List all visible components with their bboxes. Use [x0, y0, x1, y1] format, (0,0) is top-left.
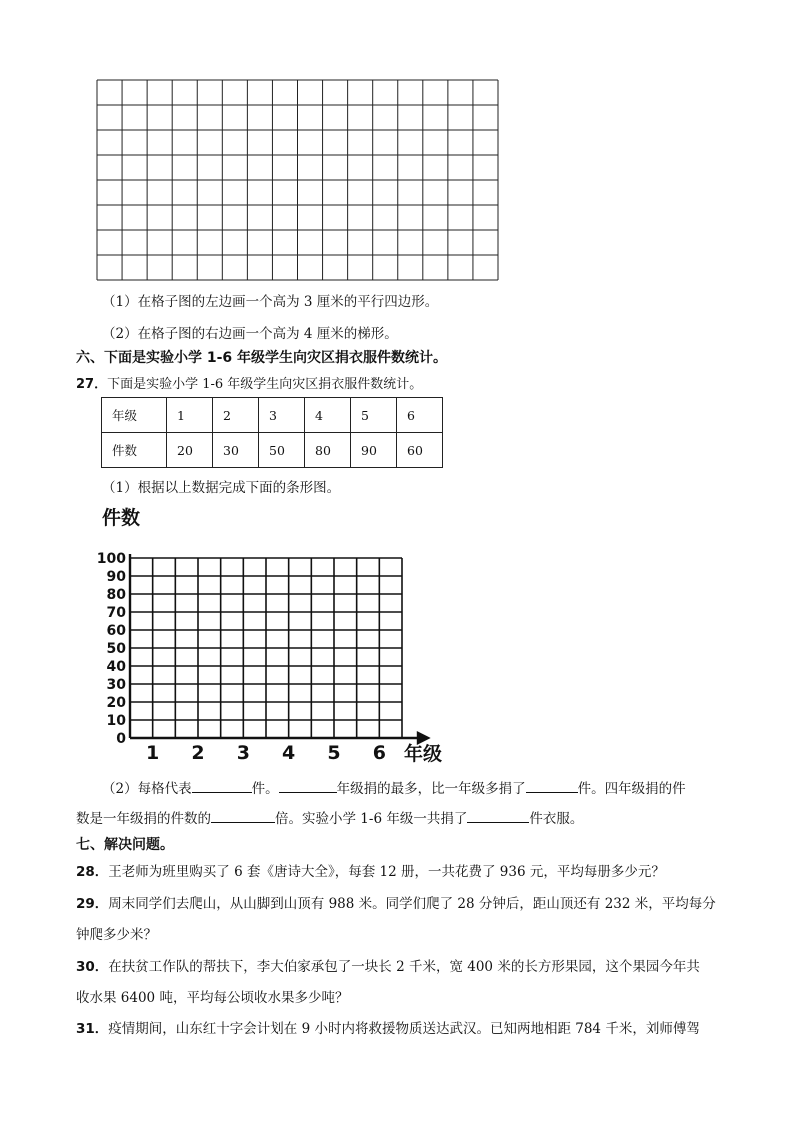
q27-sub1: （1）根据以上数据完成下面的条形图。 — [102, 480, 341, 496]
y-tick-label: 100 — [96, 551, 126, 567]
table-row-grade — [102, 398, 443, 433]
q29-line2: 钟爬多少米？ — [76, 927, 157, 943]
table-cell: 6 — [397, 398, 443, 433]
y-tick-label: 40 — [106, 659, 126, 675]
answer-blank-3[interactable] — [526, 778, 578, 793]
q27-question — [76, 373, 422, 392]
fill-text: （2）每格代表 — [102, 781, 192, 797]
q28-number: 28． — [76, 864, 109, 880]
answer-blank-1[interactable] — [192, 778, 252, 793]
q31-text: 疫情期间，山东红十字会计划在 9 小时内将救援物质送达武汉。已知两地相距 784 千米，刘师傅驾 — [108, 1021, 700, 1037]
answer-blank-5[interactable] — [467, 808, 529, 823]
y-tick-label: 50 — [106, 641, 126, 657]
table-cell: 3 — [259, 398, 305, 433]
q29 — [76, 892, 716, 912]
fill-text: 件。 — [251, 781, 279, 797]
fill-text: 年级捐的最多，比一年级多捐了 — [336, 781, 526, 797]
table-cell: 5 — [351, 398, 397, 433]
q29-number: 29． — [76, 896, 109, 912]
fill-text: 倍。实验小学 1-6 年级一共捐了 — [275, 811, 468, 827]
x-tick-label: 3 — [236, 742, 250, 764]
section7-heading: 七、解决问题。 — [76, 837, 174, 853]
table-cell: 2 — [213, 398, 259, 433]
x-tick-label: 2 — [191, 742, 205, 764]
q30-line2: 收水果 6400 吨，平均每公顷收水果多少吨？ — [76, 990, 349, 1006]
table-cell: 60 — [397, 433, 443, 468]
y-tick-label: 10 — [106, 713, 126, 729]
drawing-grid[interactable] — [96, 79, 499, 281]
q27-text: 下面是实验小学 1-6 年级学生向灾区捐衣服件数统计。 — [107, 377, 423, 392]
y-tick-label: 60 — [106, 623, 126, 639]
fill-text: 件。四年级捐的件 — [577, 781, 686, 797]
q30-text: 在扶贫工作队的帮扶下，李大伯家承包了一块长 2 千米，宽 400 米的长方形果园，这个果园今年共 — [108, 959, 700, 975]
q26-sub1: （1）在格子图的左边画一个高为 3 厘米的平行四边形。 — [102, 294, 439, 310]
fill-in-line1 — [102, 777, 686, 797]
y-tick-label: 0 — [116, 731, 126, 747]
data-table — [101, 397, 443, 468]
q30-number: 30． — [76, 959, 109, 975]
x-tick-label: 5 — [327, 742, 341, 764]
y-axis-label: 件数 — [102, 507, 141, 529]
x-axis-arrow — [418, 733, 428, 743]
x-axis-label: 年级 — [404, 743, 443, 765]
fill-in-line2 — [76, 807, 583, 827]
table-header-grade: 年级 — [102, 398, 167, 433]
x-tick-label: 1 — [146, 742, 160, 764]
table-row-count — [102, 433, 443, 468]
q28-text: 王老师为班里购买了 6 套《唐诗大全》，每套 12 册，一共花费了 936 元，平均每册多少元？ — [108, 864, 665, 880]
y-tick-label: 20 — [106, 695, 126, 711]
table-cell: 1 — [167, 398, 213, 433]
table-cell: 80 — [305, 433, 351, 468]
table-cell: 20 — [167, 433, 213, 468]
table-cell: 4 — [305, 398, 351, 433]
y-tick-label: 30 — [106, 677, 126, 693]
y-tick-label: 70 — [106, 605, 126, 621]
section6-heading: 六、下面是实验小学 1-6 年级学生向灾区捐衣服件数统计。 — [76, 350, 448, 366]
q31-number: 31． — [76, 1021, 109, 1037]
y-tick-label: 80 — [106, 587, 126, 603]
answer-blank-2[interactable] — [279, 778, 337, 793]
table-cell: 30 — [213, 433, 259, 468]
y-tick-label: 90 — [106, 569, 126, 585]
bar-chart[interactable] — [92, 500, 452, 770]
table-cell: 50 — [259, 433, 305, 468]
q29-text: 周末同学们去爬山，从山脚到山顶有 988 米。同学们爬了 28 分钟后，距山顶还有 232 米，平均每分 — [108, 896, 716, 912]
fill-text: 数是一年级捐的件数的 — [76, 811, 211, 827]
x-tick-label: 4 — [282, 742, 296, 764]
table-cell: 90 — [351, 433, 397, 468]
q27-number: 27． — [76, 377, 108, 392]
fill-text: 件衣服。 — [529, 811, 584, 827]
q26-sub2: （2）在格子图的右边画一个高为 4 厘米的梯形。 — [102, 326, 398, 342]
q30 — [76, 955, 700, 975]
answer-blank-4[interactable] — [211, 808, 275, 823]
x-tick-label: 6 — [372, 742, 386, 764]
table-header-count: 件数 — [102, 433, 167, 468]
q28 — [76, 860, 665, 880]
q31 — [76, 1017, 700, 1037]
